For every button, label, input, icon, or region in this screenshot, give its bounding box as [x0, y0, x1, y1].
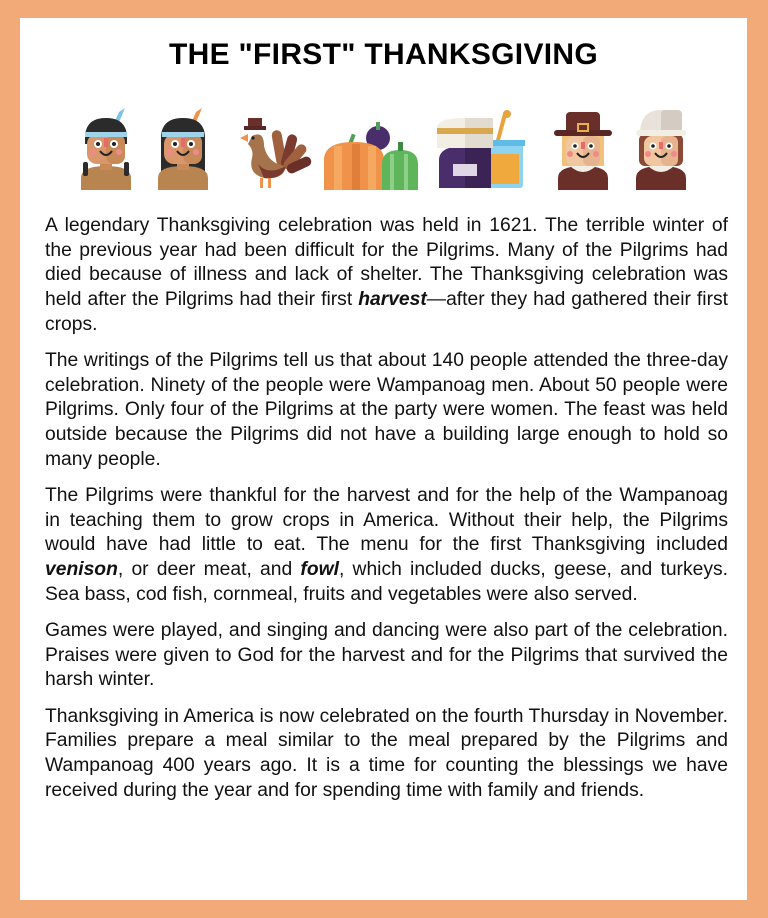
text-run: A legendary Thanksgiving celebration was held in 1621. The terrible winter of the previous year had been difficult for the Pilgrims. Many of the Pilgrims had died because of illness and lack of shelter. The Thanksgiving celebration was held after the Pilgrims had their first	[45, 215, 728, 311]
worksheet-page	[20, 18, 747, 900]
native-girl-braids-icon	[75, 108, 137, 190]
paragraph-5	[45, 705, 728, 804]
illustration-row	[20, 108, 747, 193]
native-woman-icon	[152, 108, 214, 190]
pumpkins-and-squash-icon	[322, 108, 420, 190]
text-run: The writings of the Pilgrims tell us that about 140 people attended the three-day celebration. Ninety of the people were Wampanoag men. About 50 people were Pilgrims. Only four of the Pilgrims at the party were women. The feast was held outside because the Pilgrims did not have a building large enough to hold so many people.	[45, 350, 728, 470]
turkey-with-hat-icon	[234, 108, 314, 190]
vocab-harvest: harvest	[358, 289, 427, 311]
paragraph-3	[45, 484, 728, 608]
article-body	[45, 214, 728, 815]
text-run: , which included ducks, geese, and turkeys. Sea bass, cod fish, cornmeal, fruits and vegetables were also served.	[45, 559, 728, 605]
jam-and-honey-jars-icon	[435, 108, 527, 190]
vocab-fowl: fowl	[300, 559, 339, 581]
paragraph-2	[45, 349, 728, 473]
pilgrim-man-icon	[550, 108, 616, 190]
text-run: , or deer meat, and	[117, 559, 301, 581]
vocab-venison: venison	[45, 559, 118, 581]
pilgrim-woman-icon	[630, 108, 692, 190]
text-run: The Pilgrims were thankful for the harvest and for the help of the Wampanoag in teaching them to grow crops in America. Without their help, the Pilgrims would have had little to eat. The menu for the first Thanksgiving included	[45, 485, 728, 556]
paragraph-4	[45, 619, 728, 693]
text-run: Games were played, and singing and dancing were also part of the celebration. Praises were given to God for the harvest and for the Pilgrims that survived the harsh winter.	[45, 620, 728, 691]
paragraph-1	[45, 214, 728, 338]
text-run: —after they had gathered their first crops.	[45, 289, 728, 335]
page-title: THE "FIRST" THANKSGIVING	[169, 38, 598, 71]
text-run: Thanksgiving in America is now celebrated on the fourth Thursday in November. Families prepare a meal similar to the meal prepared by the Pilgrims and Wampanoag 400 years ago. It is a time for counting the blessings we have received during the year and for spending time with family and friends.	[45, 705, 728, 801]
